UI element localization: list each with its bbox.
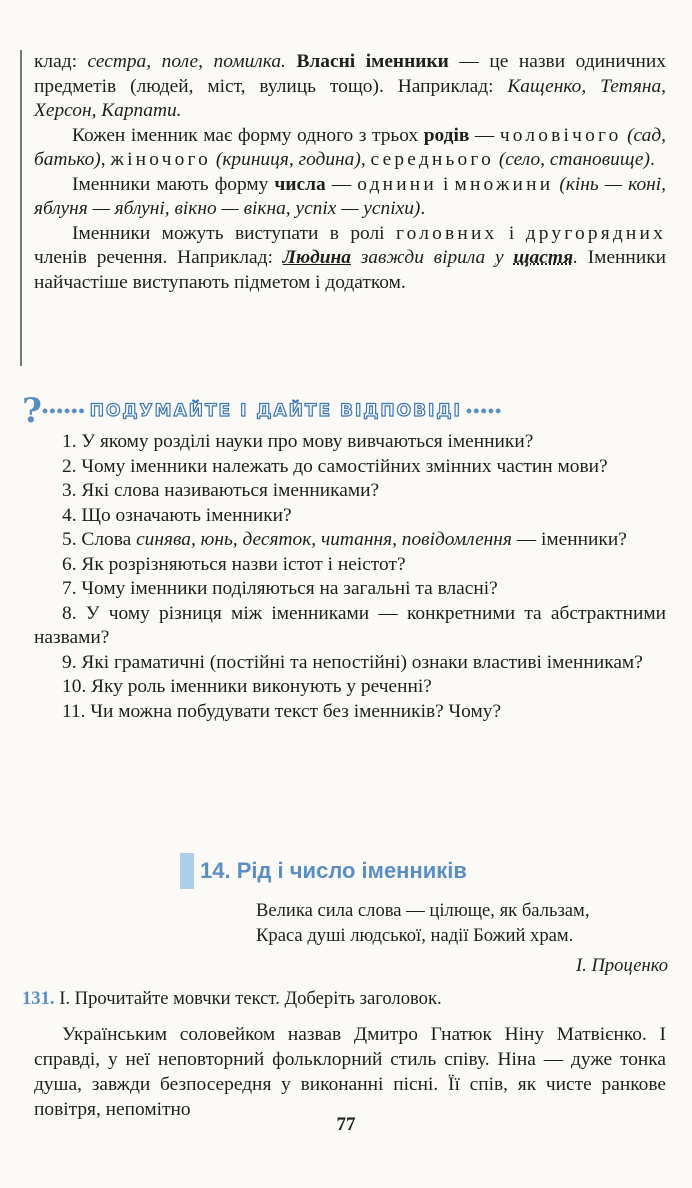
question-item: 6. Як розрізняються назви істот і неістот? <box>62 553 406 575</box>
theory-paragraph-2: Кожен іменник має форму одного з трьох родів — чоловічого (сад, батько), жіночого (криниця, година), середнього (село, становище). <box>34 124 667 170</box>
theory-margin-rule <box>20 50 22 366</box>
question-item: 2. Чому іменники належать до самостійних змінних частин мови? <box>62 455 608 477</box>
theory-paragraph-1: клад: сестра, поле, помилка. Власні іменники — це назви одиничних предметів (людей, міст, вулиць тощо). Наприклад: Кащенко, Тетяна, Херсон, Карпати. <box>34 51 667 121</box>
theory-paragraph-3: Іменники мають форму числа — однини і множини (кінь — коні, яблуня — яблуні, вікно — вікна, успіх — успіхи). <box>34 173 666 219</box>
question-item-5: 5. Слова синява, юнь, десяток, читання, повідомлення — іменники? <box>62 529 627 550</box>
section-heading <box>180 852 467 890</box>
exercise-text <box>34 1022 666 1122</box>
epigraph-author: І. Проценко <box>575 955 668 976</box>
question-item: 4. Що означають іменники? <box>62 504 292 526</box>
epigraph-line: Краса душі людської, надії Божий храм. <box>256 925 574 946</box>
question-item: 3. Які слова називаються іменниками? <box>62 480 380 501</box>
dots-right: ••••• <box>465 400 503 421</box>
question-item: 11. Чи можна побудувати текст без іменників? Чому? <box>62 700 502 722</box>
question-item: 9. Які граматичні (постійні та непостійні) ознаки властиві іменникам? <box>62 651 643 673</box>
theory-paragraph-4: Іменники можуть виступати в ролі головних і другорядних членів речення. Наприклад: Людина завжди вірила у щастя. Іменники найчастіше виступають підметом і додатком. <box>34 222 666 293</box>
epigraph-line: Велика сила слова — цілюще, як бальзам, <box>256 900 590 921</box>
question-mark-icon: ? <box>22 391 42 431</box>
page-number: 77 <box>336 1114 356 1135</box>
ponder-heading <box>22 391 672 431</box>
section-title: 14. Рід і число іменників <box>200 858 467 883</box>
question-item: 7. Чому іменники поділяються на загальні та власні? <box>62 578 498 599</box>
exercise-instruction: І. Прочитайте мовчки текст. Доберіть заголовок. <box>54 988 442 1009</box>
questions-list <box>34 430 666 724</box>
theory-block <box>34 50 666 295</box>
ponder-title: ПОДУМАЙТЕ І ДАЙТЕ ВІДПОВІДІ <box>89 401 462 421</box>
dots-left: •••••• <box>41 400 86 421</box>
section-marker-bar <box>180 853 194 889</box>
question-item: 10. Яку роль іменники виконують у реченні? <box>62 676 432 697</box>
question-item: 8. У чому різниця між іменниками — конкретними та абстрактними назвами? <box>34 602 666 648</box>
question-item: 1. У якому розділі науки про мову вивчаються іменники? <box>62 431 534 452</box>
exercise-paragraph: Українським соловейком назвав Дмитро Гнатюк Ніну Матвієнко. І справді, у неї неповторний фольклорний стиль співу. Ніна — дуже тонка душа, завжди безпосередня у виконанні пісні. Її спів, як чисте ранкове повітря, непомітно <box>34 1024 666 1120</box>
exercise-number: 131. <box>22 988 55 1009</box>
exercise-task <box>22 986 672 1012</box>
epigraph <box>256 898 676 948</box>
